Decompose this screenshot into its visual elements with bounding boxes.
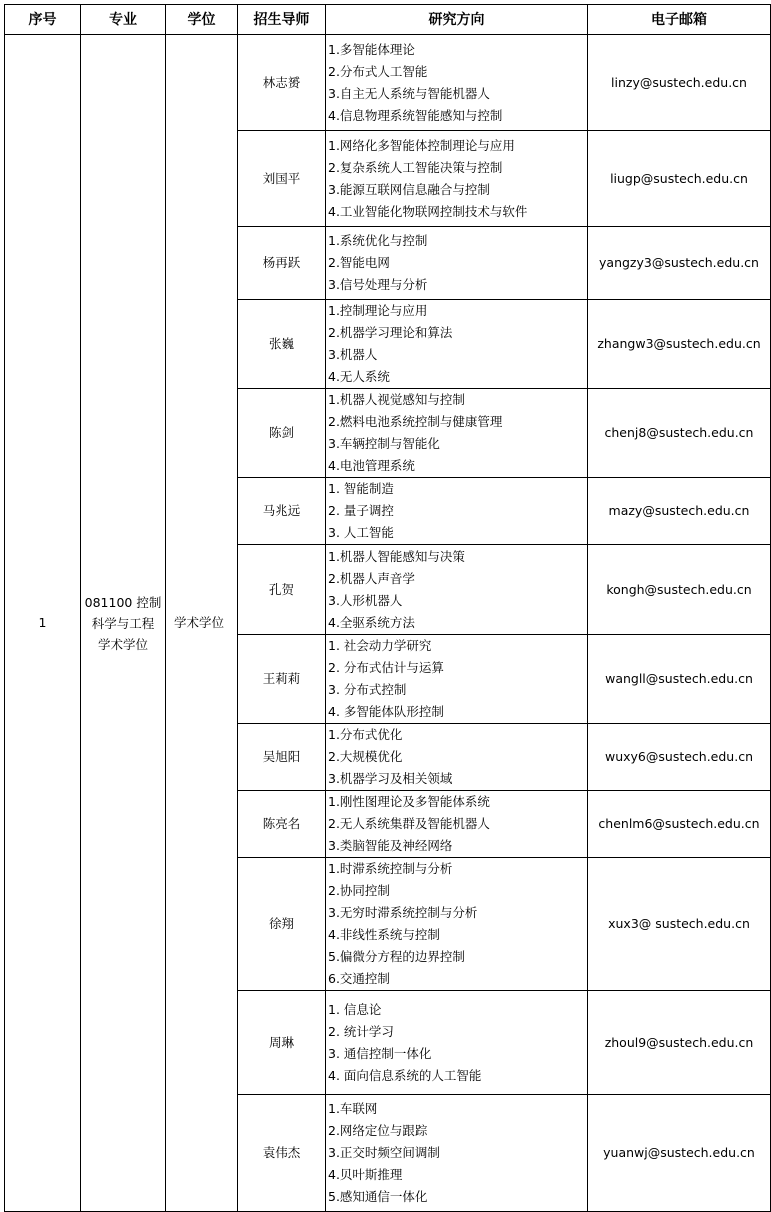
research-direction-item: 2.燃料电池系统控制与健康管理 xyxy=(328,414,503,429)
research-direction-item: 1.多智能体理论 xyxy=(328,41,415,57)
research-direction-item: 3.能源互联网信息融合与控制 xyxy=(328,181,490,197)
research-direction-item: 2.大规模优化 xyxy=(328,749,403,764)
research-directions xyxy=(326,131,588,227)
research-direction-item: 5.感知通信一体化 xyxy=(328,1189,428,1204)
advisor-table xyxy=(4,4,771,1212)
research-direction-item: 3.类脑智能及神经网络 xyxy=(328,838,453,853)
advisor-email: mazy@sustech.edu.cn xyxy=(588,478,771,545)
advisor-name: 马兆远 xyxy=(238,478,326,545)
research-direction-item: 1.网络化多智能体控制理论与应用 xyxy=(328,137,515,153)
header-row xyxy=(5,5,771,35)
research-direction-item: 1.时滞系统控制与分析 xyxy=(328,861,453,876)
advisor-email: chenj8@sustech.edu.cn xyxy=(588,389,771,478)
advisor-name: 吴旭阳 xyxy=(238,724,326,791)
advisor-name: 林志赟 xyxy=(238,35,326,131)
research-directions xyxy=(326,791,588,858)
advisor-name: 周琳 xyxy=(238,991,326,1095)
research-directions xyxy=(326,478,588,545)
research-direction-item: 3.人形机器人 xyxy=(328,592,403,608)
research-direction-item: 3. 分布式控制 xyxy=(328,682,407,697)
table-row xyxy=(5,35,771,131)
research-directions xyxy=(326,300,588,389)
advisor-email: xux3@ sustech.edu.cn xyxy=(588,858,771,991)
seq-cell: 1 xyxy=(5,35,81,1212)
research-direction-item: 4.无人系统 xyxy=(328,369,390,384)
research-directions xyxy=(326,1095,588,1212)
research-direction-item: 4.非线性系统与控制 xyxy=(328,927,440,942)
advisor-name: 袁伟杰 xyxy=(238,1095,326,1212)
research-direction-item: 2. 统计学习 xyxy=(328,1023,394,1039)
advisor-email: zhoul9@sustech.edu.cn xyxy=(588,991,771,1095)
research-direction-item: 4.工业智能化物联网控制技术与软件 xyxy=(328,203,528,219)
header-advisor: 招生导师 xyxy=(238,5,326,35)
research-direction-item: 4.贝叶斯推理 xyxy=(328,1167,403,1182)
research-direction-item: 1. 智能制造 xyxy=(328,481,394,496)
research-directions xyxy=(326,724,588,791)
advisor-email: wuxy6@sustech.edu.cn xyxy=(588,724,771,791)
research-direction-item: 2.复杂系统人工智能决策与控制 xyxy=(328,159,503,175)
advisor-email: yuanwj@sustech.edu.cn xyxy=(588,1095,771,1212)
research-directions xyxy=(326,389,588,478)
research-direction-item: 2.机器人声音学 xyxy=(328,570,415,586)
advisor-name: 陈剑 xyxy=(238,389,326,478)
research-direction-item: 4.电池管理系统 xyxy=(328,458,415,473)
research-direction-item: 3.机器学习及相关领域 xyxy=(328,771,453,786)
research-direction-item: 4. 多智能体队形控制 xyxy=(328,704,444,719)
research-direction-item: 6.交通控制 xyxy=(328,971,390,986)
research-direction-item: 3. 通信控制一体化 xyxy=(328,1045,432,1061)
research-direction-item: 3. 人工智能 xyxy=(328,525,394,540)
header-degree: 学位 xyxy=(166,5,238,35)
research-directions xyxy=(326,635,588,724)
research-direction-item: 1.分布式优化 xyxy=(328,727,403,742)
research-directions xyxy=(326,991,588,1095)
degree-cell: 学术学位 xyxy=(166,35,238,1212)
research-direction-item: 1.控制理论与应用 xyxy=(328,303,428,318)
advisor-name: 张巍 xyxy=(238,300,326,389)
research-direction-item: 4.全驱系统方法 xyxy=(328,614,415,630)
header-research: 研究方向 xyxy=(326,5,588,35)
research-direction-item: 1.机器人智能感知与决策 xyxy=(328,548,465,564)
major-line: 081100 控制 xyxy=(84,594,162,610)
research-direction-item: 1. 社会动力学研究 xyxy=(328,638,432,653)
research-directions xyxy=(326,35,588,131)
research-directions xyxy=(326,227,588,300)
advisor-name: 孔贺 xyxy=(238,545,326,635)
major-cell xyxy=(81,35,166,1212)
header-email: 电子邮箱 xyxy=(588,5,771,35)
research-direction-item: 4. 面向信息系统的人工智能 xyxy=(328,1067,482,1083)
advisor-name: 陈亮名 xyxy=(238,791,326,858)
research-direction-item: 3.无穷时滞系统控制与分析 xyxy=(328,905,478,920)
research-direction-item: 3.正交时频空间调制 xyxy=(328,1145,440,1160)
research-direction-item: 1.机器人视觉感知与控制 xyxy=(328,392,465,407)
research-direction-item: 3.信号处理与分析 xyxy=(328,277,428,292)
advisor-name: 刘国平 xyxy=(238,131,326,227)
advisor-email: yangzy3@sustech.edu.cn xyxy=(588,227,771,300)
research-direction-item: 2. 分布式估计与运算 xyxy=(328,660,444,675)
advisor-email: linzy@sustech.edu.cn xyxy=(588,35,771,131)
research-direction-item: 2.机器学习理论和算法 xyxy=(328,325,453,340)
advisor-email: zhangw3@sustech.edu.cn xyxy=(588,300,771,389)
research-direction-item: 2.协同控制 xyxy=(328,883,390,898)
major-line: 学术学位 xyxy=(97,636,148,652)
advisor-name: 徐翔 xyxy=(238,858,326,991)
advisor-name: 杨再跃 xyxy=(238,227,326,300)
research-direction-item: 2.智能电网 xyxy=(328,255,390,270)
major-line: 科学与工程 xyxy=(91,615,155,631)
research-direction-item: 3.自主无人系统与智能机器人 xyxy=(328,85,490,101)
research-directions xyxy=(326,545,588,635)
research-directions xyxy=(326,858,588,991)
research-direction-item: 5.偏微分方程的边界控制 xyxy=(328,949,465,964)
research-direction-item: 2. 量子调控 xyxy=(328,503,394,518)
research-direction-item: 2.分布式人工智能 xyxy=(328,63,428,79)
header-seq: 序号 xyxy=(5,5,81,35)
research-direction-item: 4.信息物理系统智能感知与控制 xyxy=(328,107,503,123)
advisor-email: kongh@sustech.edu.cn xyxy=(588,545,771,635)
advisor-email: chenlm6@sustech.edu.cn xyxy=(588,791,771,858)
research-direction-item: 2.网络定位与跟踪 xyxy=(328,1123,428,1138)
advisor-name: 王莉莉 xyxy=(238,635,326,724)
advisor-email: liugp@sustech.edu.cn xyxy=(588,131,771,227)
research-direction-item: 1.刚性图理论及多智能体系统 xyxy=(328,794,490,809)
header-major: 专业 xyxy=(81,5,166,35)
research-direction-item: 2.无人系统集群及智能机器人 xyxy=(328,816,490,831)
research-direction-item: 1.系统优化与控制 xyxy=(328,233,428,248)
research-direction-item: 1. 信息论 xyxy=(328,1001,382,1017)
advisor-email: wangll@sustech.edu.cn xyxy=(588,635,771,724)
research-direction-item: 3.车辆控制与智能化 xyxy=(328,436,440,451)
research-direction-item: 1.车联网 xyxy=(328,1101,378,1116)
research-direction-item: 3.机器人 xyxy=(328,347,378,362)
